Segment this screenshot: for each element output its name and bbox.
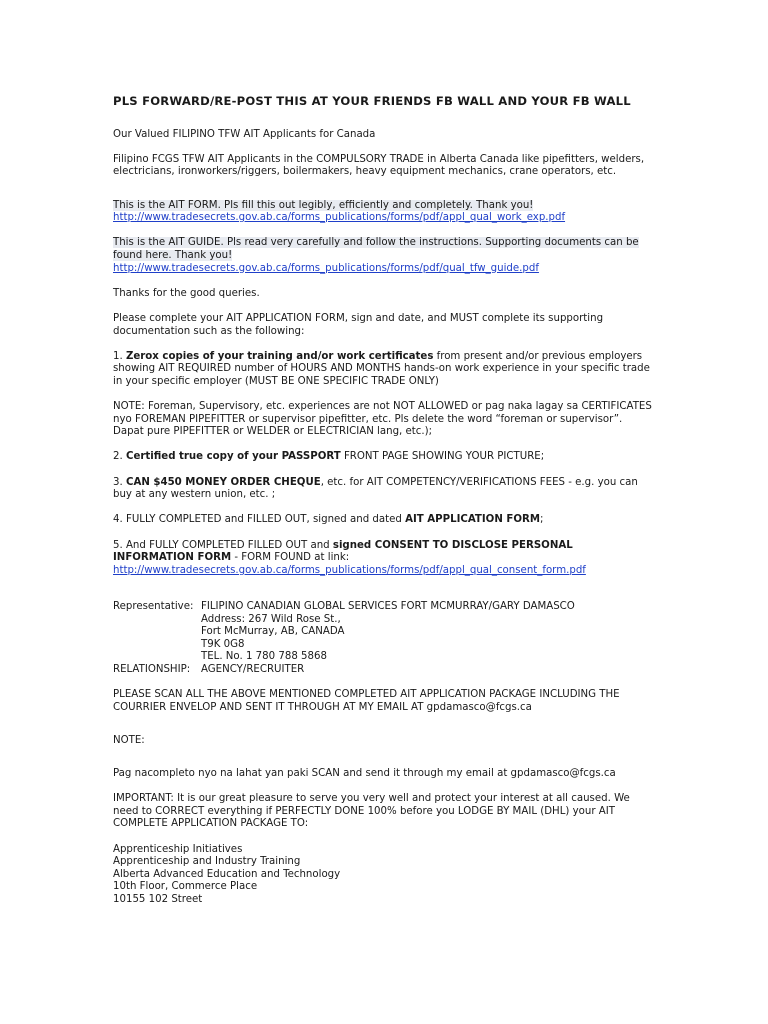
tagalog-note: Pag nacompleto nyo na lahat yan paki SCAN and send it through my email at gpdamasco@fcgs.ca (113, 768, 616, 780)
consent-form-link[interactable]: http://www.tradesecrets.gov.ab.ca/forms_publications/forms/pdf/appl_qual_consent_form.pdf (113, 564, 586, 576)
representative-label: Representative: (113, 600, 194, 612)
ait-guide-link[interactable]: http://www.tradesecrets.gov.ab.ca/forms_publications/forms/pdf/qual_tfw_guide.pdf (113, 262, 539, 274)
ait-form-note: This is the AIT FORM. Pls fill this out legibly, efficiently and completely. Thank you! (113, 199, 534, 211)
item-number: 2. (113, 451, 126, 463)
applicants-paragraph: Filipino FCGS TFW AIT Applicants in the COMPULSORY TRADE in Alberta Canada like pipefitters, welders, electricians, ironworkers/riggers, boilermakers, heavy equipment mechanics, crane operators, etc. (113, 153, 645, 178)
representative-name: FILIPINO CANADIAN GLOBAL SERVICES FORT MCMURRAY/GARY DAMASCO (201, 600, 575, 612)
item-4-text: 4. FULLY COMPLETED and FILLED OUT, signed and dated (113, 514, 406, 526)
note-label: NOTE: (113, 734, 145, 746)
intro-line: Our Valued FILIPINO TFW AIT Applicants for Canada (113, 128, 376, 140)
address-line: Apprenticeship and Industry Training (113, 856, 301, 868)
relationship-label: RELATIONSHIP: (113, 663, 191, 675)
address-line: 10th Floor, Commerce Place (113, 881, 258, 893)
spacer (113, 192, 653, 200)
telephone: TEL. No. 1 780 788 5868 (201, 651, 327, 663)
spacer (113, 651, 201, 664)
address-line-2: Fort McMurray, AB, CANADA (201, 626, 345, 638)
ait-guide-block (113, 237, 653, 275)
item-5-end: - FORM FOUND at link: (231, 552, 350, 564)
spacer (113, 614, 201, 627)
item-1 (113, 351, 653, 389)
item-3 (113, 477, 653, 502)
item-number: 3. (113, 476, 126, 488)
spacer (113, 639, 201, 652)
ait-form-block (113, 200, 653, 225)
spacer (113, 727, 653, 735)
foreman-note: NOTE: Foreman, Supervisory, etc. experiences are not NOT ALLOWED or pag naka lagay sa CERTIFICATES nyo FOREMAN PIPEFITTER or supervisor pipefitter, etc. Pls delete the word “foreman or supervisor”. Dapat pure PIPEFITTER or WELDER or ELECTRICIAN lang, etc.); (113, 401, 652, 438)
address-line: Apprenticeship Initiatives (113, 843, 243, 855)
item-3-bold: CAN $450 MONEY ORDER CHEQUE (125, 476, 321, 488)
item-1-bold: Zerox copies of your training and/or work certificates (125, 350, 434, 362)
ait-guide-note: This is the AIT GUIDE. Pls read very carefully and follow the instructions. Supporting documents can be found here. Thank you! (113, 237, 639, 261)
item-5-bold: signed CONSENT TO DISCLOSE PERSONAL INFORMATION FORM (113, 539, 573, 564)
spacer (113, 760, 653, 768)
representative-block (113, 601, 653, 677)
item-5 (113, 540, 653, 578)
spacer (113, 590, 653, 601)
item-2 (113, 451, 653, 464)
item-4-bold: AIT APPLICATION FORM (405, 514, 541, 526)
mailing-address (113, 844, 653, 907)
postal-code: T9K 0G8 (201, 638, 245, 650)
item-4 (113, 514, 653, 527)
address-line-1: Address: 267 Wild Rose St., (201, 613, 341, 625)
relationship-value: AGENCY/RECRUITER (201, 663, 305, 675)
document-heading: PLS FORWARD/RE-POST THIS AT YOUR FRIENDS FB WALL AND YOUR FB WALL (113, 94, 631, 108)
spacer (113, 626, 201, 639)
item-5-text: 5. And FULLY COMPLETED FILLED OUT and (113, 539, 333, 551)
item-4-end: ; (540, 514, 544, 526)
item-1-text: from present and/or previous employers showing AIT REQUIRED number of HOURS AND MONTHS hands-on work experience in your specific trade in your specific employer (MUST BE ONE SPECIFIC TRADE ONLY) (113, 350, 650, 387)
document-body (113, 95, 653, 907)
item-2-bold: Certified true copy of your PASSPORT (125, 451, 341, 463)
thanks-line: Thanks for the good queries. (113, 287, 260, 299)
important-note: IMPORTANT: It is our great pleasure to serve you very well and protect your interest at all caused. We need to CORRECT everything if PERFECTLY DONE 100% before you LODGE BY MAIL (DHL) your AIT COMPLETE APPLICATION PACKAGE TO: (113, 793, 630, 830)
address-line: 10155 102 Street (113, 894, 203, 906)
ait-form-link[interactable]: http://www.tradesecrets.gov.ab.ca/forms_publications/forms/pdf/appl_qual_work_exp.pdf (113, 212, 566, 224)
item-number: 1. (113, 350, 126, 362)
item-2-text: FRONT PAGE SHOWING YOUR PICTURE; (340, 451, 545, 463)
scan-instructions: PLEASE SCAN ALL THE ABOVE MENTIONED COMPLETED AIT APPLICATION PACKAGE INCLUDING THE COURRIER ENVELOP AND SENT IT THROUGH AT MY EMAIL AT gpdamasco@fcgs.ca (113, 689, 620, 713)
address-line: Alberta Advanced Education and Technology (113, 868, 341, 880)
item-3-text: , etc. for AIT COMPETENCY/VERIFICATIONS FEES - e.g. you can buy at any western union, etc. ; (113, 476, 638, 501)
complete-instructions: Please complete your AIT APPLICATION FORM, sign and date, and MUST complete its supporting documentation such as the following: (113, 312, 604, 337)
